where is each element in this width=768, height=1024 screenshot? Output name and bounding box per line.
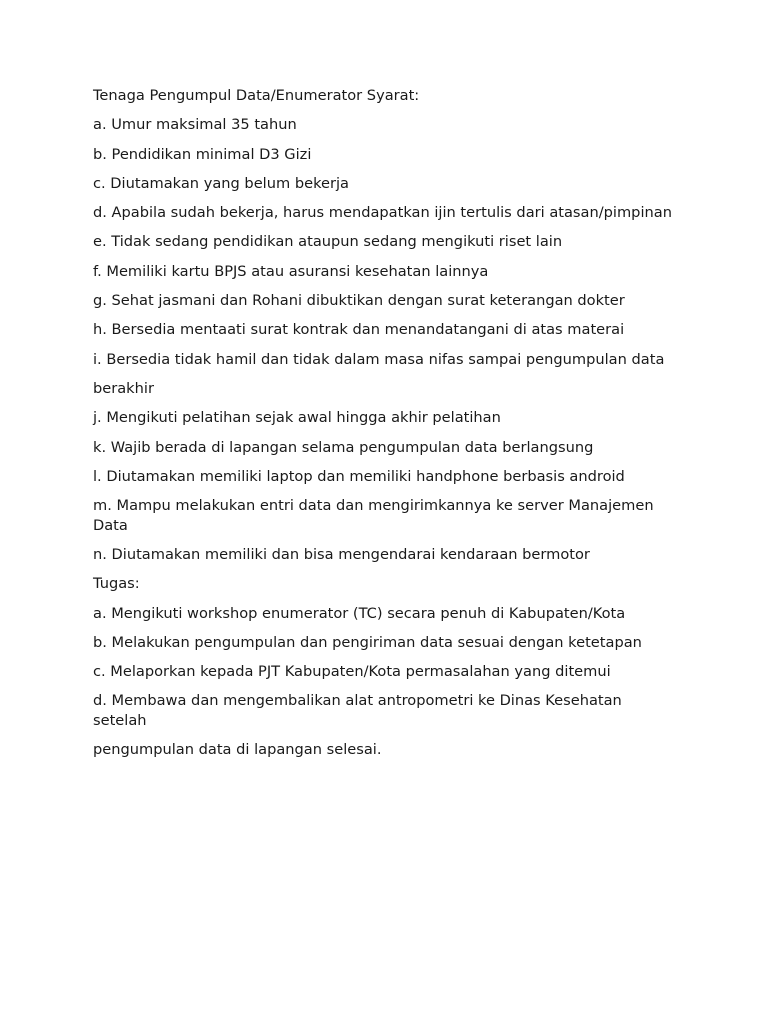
requirement-item: k. Wajib berada di lapangan selama pengumpulan data berlangsung: [93, 438, 594, 456]
task-item: c. Melaporkan kepada PJT Kabupaten/Kota permasalahan yang ditemui: [93, 663, 611, 681]
task-item: d. Membawa dan mengembalikan alat antropometri ke Dinas Kesehatan setelah: [93, 692, 622, 729]
requirements-heading: Tenaga Pengumpul Data/Enumerator Syarat:: [93, 87, 420, 104]
requirement-item: b. Pendidikan minimal D3 Gizi: [93, 145, 312, 163]
requirement-item: l. Diutamakan memiliki laptop dan memiliki handphone berbasis android: [93, 467, 625, 485]
task-item: a. Mengikuti workshop enumerator (TC) secara penuh di Kabupaten/Kota: [93, 604, 626, 622]
requirement-item-continuation: berakhir: [93, 379, 154, 397]
requirement-item: c. Diutamakan yang belum bekerja: [93, 174, 349, 192]
requirement-item: g. Sehat jasmani dan Rohani dibuktikan dengan surat keterangan dokter: [93, 292, 625, 310]
requirement-item: a. Umur maksimal 35 tahun: [93, 116, 297, 134]
requirement-item: f. Memiliki kartu BPJS atau asuransi kesehatan lainnya: [93, 262, 489, 280]
requirement-item: e. Tidak sedang pendidikan ataupun sedang mengikuti riset lain: [93, 233, 563, 251]
task-item: b. Melakukan pengumpulan dan pengiriman data sesuai dengan ketetapan: [93, 633, 642, 651]
requirement-item: m. Mampu melakukan entri data dan mengirimkannya ke server Manajemen Data: [93, 497, 654, 534]
requirement-item: n. Diutamakan memiliki dan bisa mengendarai kendaraan bermotor: [93, 545, 590, 563]
tasks-heading: Tugas:: [93, 575, 140, 593]
requirement-item: h. Bersedia mentaati surat kontrak dan menandatangani di atas materai: [93, 321, 625, 339]
requirement-item: i. Bersedia tidak hamil dan tidak dalam masa nifas sampai pengumpulan data: [93, 350, 665, 368]
task-item-continuation: pengumpulan data di lapangan selesai.: [93, 741, 382, 759]
document-page: [93, 86, 673, 770]
requirement-item: j. Mengikuti pelatihan sejak awal hingga akhir pelatihan: [93, 409, 501, 427]
requirement-item: d. Apabila sudah bekerja, harus mendapatkan ijin tertulis dari atasan/pimpinan: [93, 204, 672, 222]
